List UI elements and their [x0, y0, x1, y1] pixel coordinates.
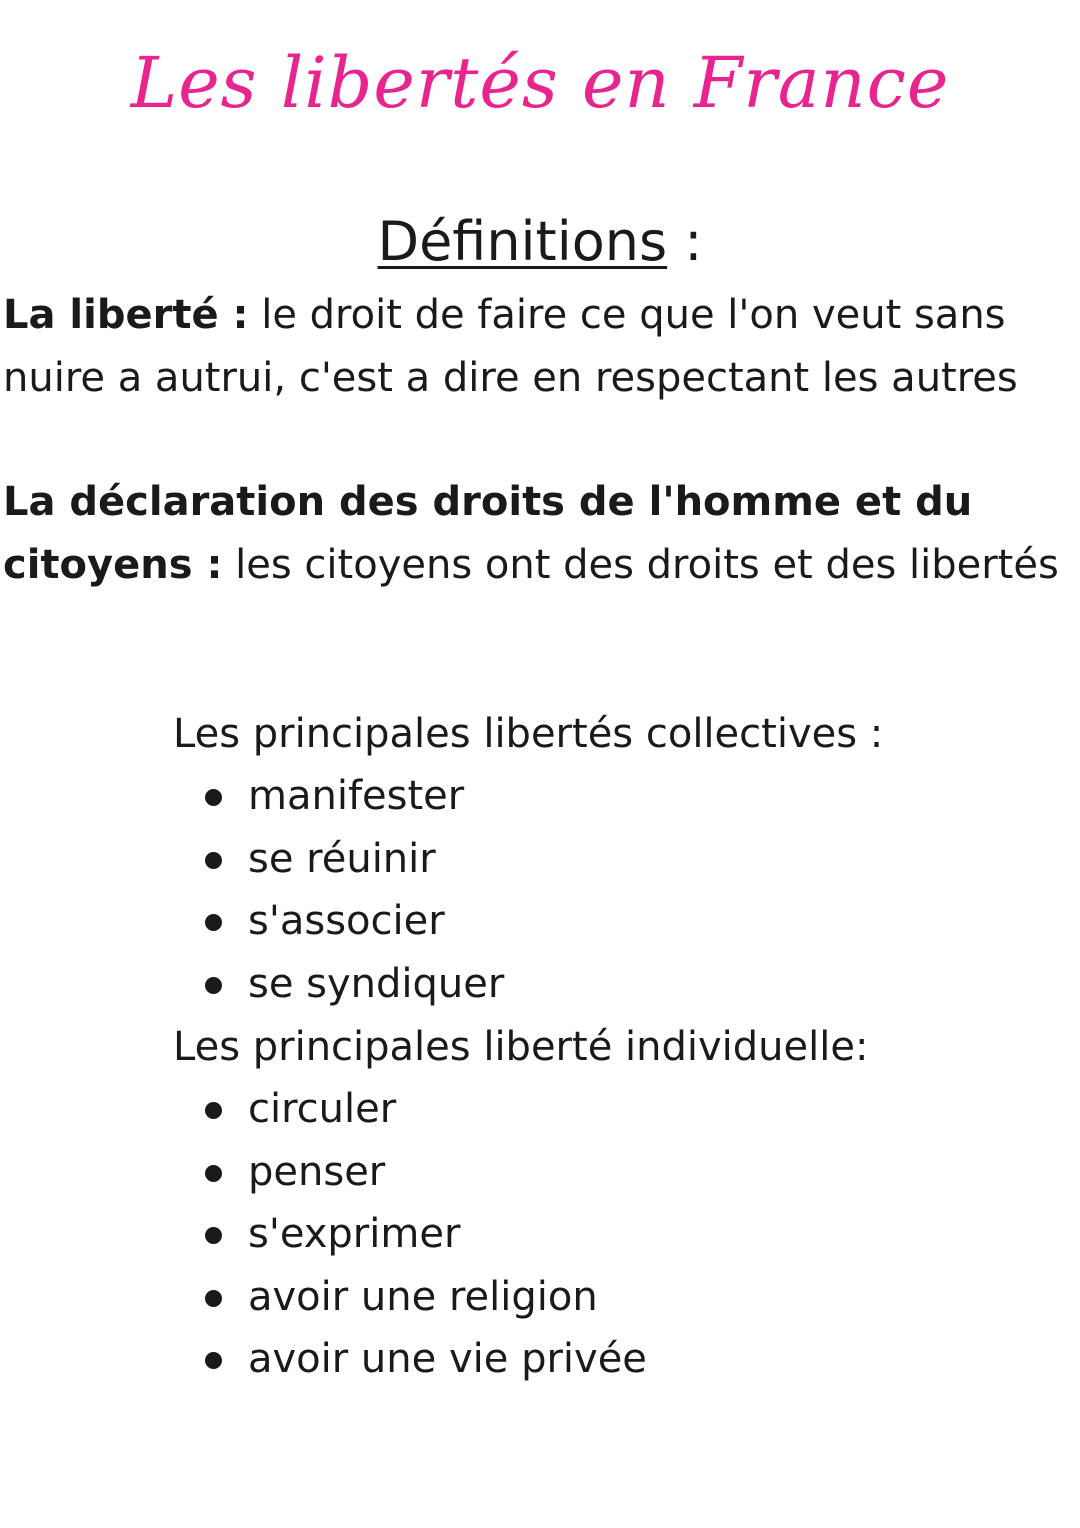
list-item-text: s'associer — [248, 898, 445, 944]
list-item-text: se syndiquer — [248, 960, 505, 1007]
definitions-heading — [0, 210, 1080, 273]
list-item-text: avoir une religion — [248, 1273, 598, 1320]
list-item — [203, 1328, 647, 1391]
bullet-icon — [205, 1165, 222, 1182]
collective-list — [203, 765, 504, 1015]
bullet-icon — [205, 914, 222, 931]
list-item — [203, 1266, 647, 1329]
collective-heading: Les principales libertés collectives : — [173, 711, 884, 757]
list-item — [203, 1141, 647, 1204]
bullet-icon — [205, 789, 222, 806]
definitions-heading-label: Définitions — [377, 210, 668, 273]
definition-liberte — [3, 284, 1073, 410]
definition-term: La déclaration des droits de l'homme et du citoyens : — [3, 479, 973, 588]
list-item-text: se réuinir — [248, 835, 436, 882]
definitions-heading-colon: : — [667, 210, 703, 273]
list-item-text: s'exprimer — [248, 1211, 461, 1257]
list-item — [203, 1078, 647, 1141]
list-item-text: avoir une vie privée — [248, 1336, 647, 1382]
bullet-icon — [205, 1227, 222, 1244]
individual-list — [203, 1078, 647, 1391]
list-item-text: penser — [248, 1148, 386, 1195]
list-item-text: circuler — [248, 1086, 397, 1132]
list-item — [203, 953, 504, 1016]
bullet-icon — [205, 977, 222, 994]
bullet-icon — [205, 852, 222, 869]
page-title: Les libertés en France — [130, 42, 950, 124]
list-item — [203, 828, 504, 891]
definition-term: La liberté : — [3, 292, 249, 338]
bullet-icon — [205, 1352, 222, 1369]
individual-heading: Les principales liberté individuelle: — [173, 1024, 869, 1070]
list-item — [203, 1203, 647, 1266]
list-item-text: manifester — [248, 773, 465, 819]
list-item — [203, 765, 504, 828]
list-item — [203, 890, 504, 953]
definition-declaration — [3, 471, 1073, 597]
definition-text: le droit de faire ce que l'on veut sans nuire a autrui, c'est a dire en respectant les autres — [3, 292, 1018, 401]
definition-text: les citoyens ont des droits et des libertés — [222, 542, 1059, 588]
bullet-icon — [205, 1290, 222, 1307]
bullet-icon — [205, 1102, 222, 1119]
